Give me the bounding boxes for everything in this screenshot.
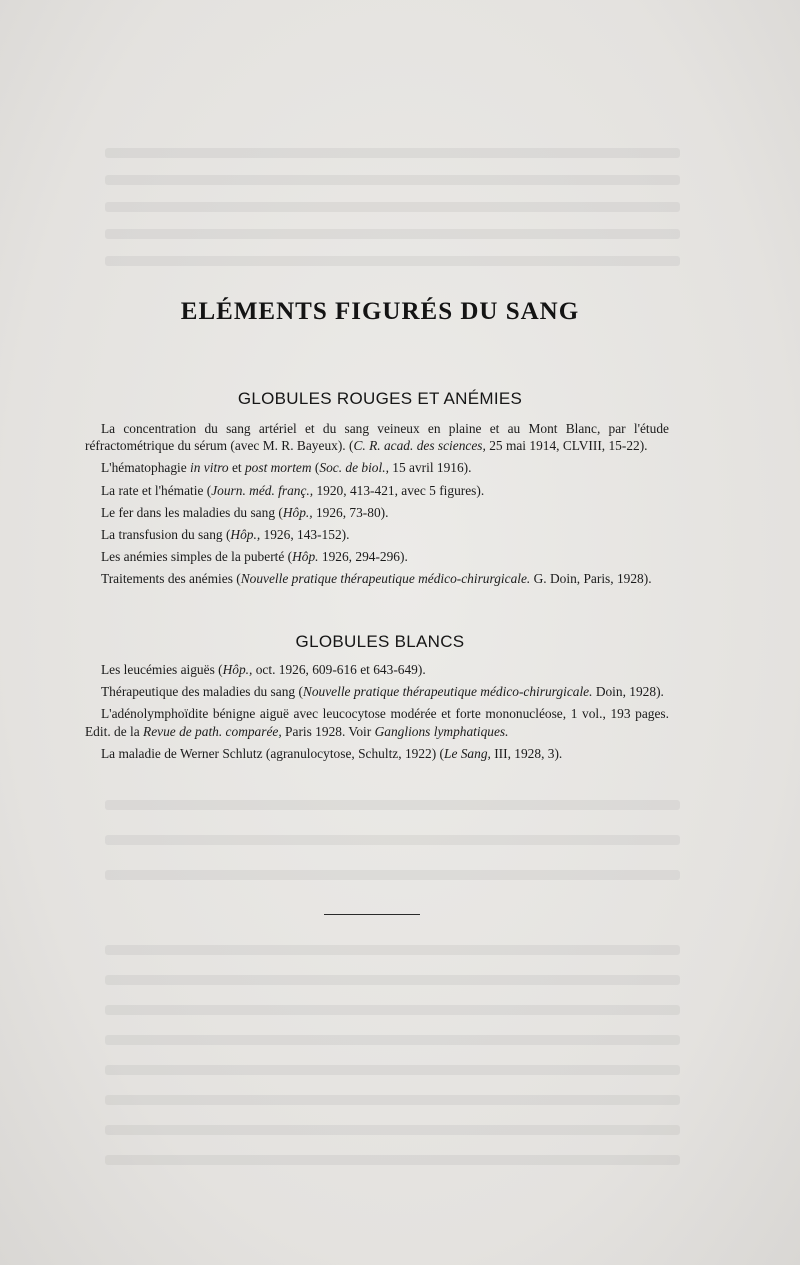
show-through-line xyxy=(105,148,680,158)
show-through-line xyxy=(105,1065,680,1075)
entry-italic-text: Hôp., xyxy=(222,662,253,677)
show-through-line xyxy=(105,256,680,266)
entry-italic-text: Nouvelle pratique thérapeutique médico-chirurgicale. xyxy=(240,571,531,587)
show-through-line xyxy=(105,229,680,239)
section-heading-globules-rouges: GLOBULES ROUGES ET ANÉMIES xyxy=(237,389,523,408)
entry-italic-text: Journ. méd. franç., xyxy=(211,482,314,498)
bibliography-entry xyxy=(85,504,669,521)
entry-text: La rate et l'hématie ( xyxy=(101,482,212,498)
entry-text: La concentration du sang artériel et du sang veineux en plaine et au Mont Blanc, par l'étude réfractométrique du sérum (avec M. R. Bayeux). ( xyxy=(85,421,669,454)
entry-text: Doin, 1928). xyxy=(592,684,664,700)
entry-text: 15 avril 1916). xyxy=(388,460,472,476)
entry-italic-text: Soc. de biol., xyxy=(319,460,389,476)
entry-text: 1920, 413-421, avec 5 figures). xyxy=(313,482,485,498)
entry-text: III, 1928, 3). xyxy=(490,745,563,761)
show-through-line xyxy=(105,945,680,955)
show-through-line xyxy=(105,1035,680,1045)
show-through-line xyxy=(105,975,680,985)
show-through-line xyxy=(105,1095,680,1105)
entry-text: Paris 1928. Voir xyxy=(281,723,375,739)
entry-italic-text: Le Sang, xyxy=(444,745,491,761)
bibliography-entry xyxy=(85,482,669,499)
bibliography-entry xyxy=(85,705,669,739)
entry-text: La maladie de Werner Schlutz (agranulocytose, Schultz, 1922) ( xyxy=(101,745,444,761)
entry-text: 1926, 73-80). xyxy=(312,504,389,520)
entry-text: 1926, 143-152). xyxy=(260,527,350,543)
section-heading-globules-blancs: GLOBULES BLANCS xyxy=(295,632,465,651)
show-through-line xyxy=(105,1155,680,1165)
entry-italic-text: Hôp., xyxy=(282,504,313,520)
bibliography-entry xyxy=(85,526,669,543)
entry-text: Thérapeutique des maladies du sang ( xyxy=(101,684,303,700)
end-separator-rule xyxy=(324,914,420,915)
entry-italic-text: post mortem xyxy=(244,460,312,476)
entry-text: Les leucémies aiguës ( xyxy=(101,662,223,677)
entry-text: 25 mai 1914, CLVIII, 15-22). xyxy=(485,438,648,454)
entry-text: G. Doin, Paris, 1928). xyxy=(530,571,652,587)
bibliography-list-globules-rouges xyxy=(85,420,669,593)
entry-text: Traitements des anémies ( xyxy=(101,571,241,587)
entry-text: 1926, 294-296). xyxy=(318,549,408,565)
show-through-line xyxy=(105,870,680,880)
bibliography-entry xyxy=(85,420,669,454)
page-title: ELÉMENTS FIGURÉS DU SANG xyxy=(180,298,580,325)
show-through-line xyxy=(105,1125,680,1135)
bibliography-entry xyxy=(85,683,669,700)
entry-text: L'adénolymphoïdite bénigne aiguë avec leucocytose modérée et forte mononucléose, 1 vol., 193 pages. Edit. de la xyxy=(85,706,669,739)
entry-text: oct. 1926, 609-616 et 643-649). xyxy=(252,662,426,677)
entry-text: et xyxy=(228,460,245,476)
entry-text: ( xyxy=(311,460,320,476)
entry-italic-text: Nouvelle pratique thérapeutique médico-chirurgicale. xyxy=(302,684,593,700)
show-through-line xyxy=(105,175,680,185)
entry-italic-text: in vitro xyxy=(190,460,229,476)
bibliography-list-globules-blancs xyxy=(85,661,669,767)
bibliography-entry xyxy=(85,570,669,587)
entry-italic-text: Ganglions lymphatiques. xyxy=(374,723,509,739)
entry-text: La transfusion du sang ( xyxy=(101,527,231,543)
show-through-line xyxy=(105,800,680,810)
entry-italic-text: Hôp. xyxy=(292,549,319,565)
show-through-line xyxy=(105,202,680,212)
bibliography-entry xyxy=(85,661,669,678)
entry-italic-text: Revue de path. comparée, xyxy=(143,723,282,739)
bibliography-entry xyxy=(85,745,669,762)
bibliography-entry xyxy=(85,459,669,476)
bibliography-entry xyxy=(85,548,669,565)
show-through-line xyxy=(105,835,680,845)
entry-text: L'hématophagie xyxy=(101,460,191,476)
entry-text: Les anémies simples de la puberté ( xyxy=(101,549,293,565)
show-through-line xyxy=(105,1005,680,1015)
entry-italic-text: Hôp., xyxy=(230,527,261,543)
entry-italic-text: C. R. acad. des sciences, xyxy=(353,438,486,454)
entry-text: Le fer dans les maladies du sang ( xyxy=(101,504,283,520)
